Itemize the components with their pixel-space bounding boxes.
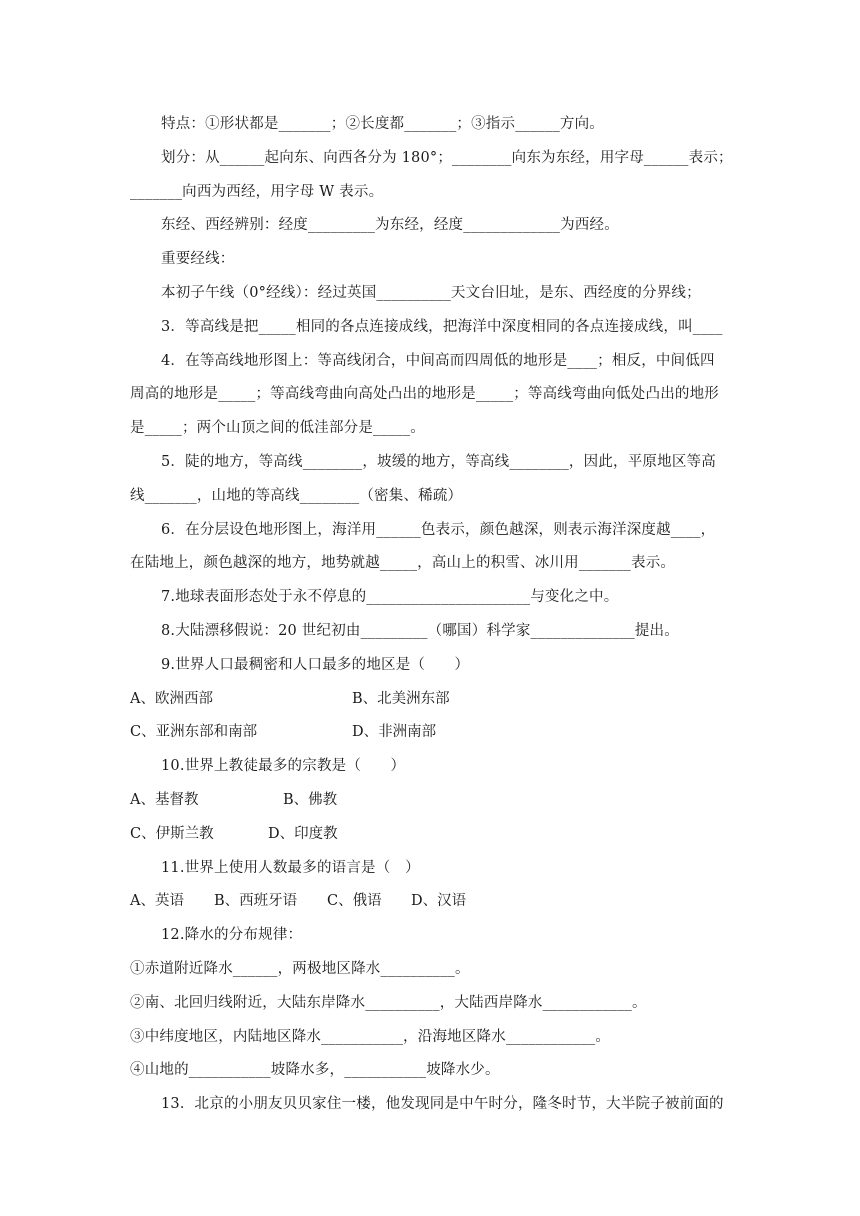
meridian-features-line: 特点：①形状都是_______；②长度都_______；③指示______方向。 <box>161 116 604 132</box>
question-11-option-b: B、西班牙语 <box>214 893 298 910</box>
meridian-division-continued-line: _______向西为西经，用字母 W 表示。 <box>130 183 384 200</box>
question-10-option-c: C、伊斯兰教 <box>130 825 214 842</box>
question-7: 7.地球表面形态处于永不停息的______________________与变化之中。 <box>161 589 619 606</box>
question-8: 8.大陆漂移假说：20 世纪初由_________（哪国）科学家______________提出。 <box>161 622 679 639</box>
prime-meridian-line: 本初子午线（0°经线）：经过英国__________天文台旧址，是东、西经度的分界线； <box>161 284 701 301</box>
question-12-item-1: ①赤道附近降水______，两极地区降水__________。 <box>130 960 470 977</box>
question-10-option-a: A、基督教 <box>130 791 199 808</box>
question-11: 11.世界上使用人数最多的语言是（ ） <box>161 859 420 876</box>
important-meridians-heading: 重要经线： <box>161 251 235 268</box>
question-12-item-4: ④山地的___________坡降水多，___________坡降水少。 <box>130 1062 500 1079</box>
question-9-option-d: D、非洲南部 <box>352 724 437 741</box>
question-9-options-row-1 <box>130 683 740 717</box>
question-6-line-1: 6．在分层设色地形图上，海洋用______色表示，颜色越深，则表示海洋深度越____， <box>161 521 716 538</box>
question-5-line-1: 5．陡的地方，等高线________，坡缓的地方，等高线________，因此，平原地区等高 <box>161 453 716 470</box>
east-west-longitude-line: 东经、西经辨别：经度_________为东经，经度_____________为西经。 <box>161 217 619 234</box>
question-10-option-d: D、印度教 <box>268 825 338 842</box>
question-9-option-b: B、北美洲东部 <box>352 690 450 707</box>
question-11-option-a: A、英语 <box>130 893 184 910</box>
question-12-item-2: ②南、北回归线附近，大陆东岸降水__________，大陆西岸降水____________。 <box>130 994 647 1011</box>
question-10-options-row-2 <box>130 818 740 852</box>
question-4-line-1: 4．在等高线地形图上：等高线闭合，中间高而四周低的地形是____；相反，中间低四 <box>161 352 715 369</box>
question-5-line-2: 线_______，山地的等高线________（密集、稀疏） <box>130 487 463 504</box>
question-12: 12.降水的分布规律： <box>161 927 303 944</box>
question-9-option-a: A、欧洲西部 <box>130 690 213 707</box>
meridian-division-line: 划分：从______起向东、向西各分为 180°；________向东为东经，用字母______表示； <box>161 149 733 166</box>
question-10-options-row-1 <box>130 784 740 818</box>
document-page <box>130 108 740 1122</box>
question-12-item-3: ③中纬度地区，内陆地区降水___________，沿海地区降水____________。 <box>130 1028 611 1045</box>
question-9-options-row-2 <box>130 716 740 750</box>
question-3: 3．等高线是把_____相同的各点连接成线，把海洋中深度相同的各点连接成线，叫____ <box>161 318 723 335</box>
question-6-line-2: 在陆地上，颜色越深的地方，地势就越_____，高山上的积雪、冰川用_______表示。 <box>130 555 676 572</box>
question-11-options-row <box>130 885 740 919</box>
question-10: 10.世界上教徒最多的宗教是（ ） <box>161 758 406 775</box>
question-4-line-3: 是_____；两个山顶之间的低洼部分是_____。 <box>130 420 425 437</box>
question-13-line-1: 13．北京的小朋友贝贝家住一楼，他发现同是中午时分，隆冬时节，大半院子被前面的 <box>161 1096 724 1113</box>
question-4-line-2: 周高的地形是_____；等高线弯曲向高处凸出的地形是_____；等高线弯曲向低处凸出的地形 <box>130 386 719 403</box>
question-9-option-c: C、亚洲东部和南部 <box>130 724 258 741</box>
question-11-option-d: D、汉语 <box>411 893 467 910</box>
question-11-option-c: C、俄语 <box>327 893 382 910</box>
question-9: 9.世界人口最稠密和人口最多的地区是（ ） <box>161 656 470 673</box>
question-10-option-b: B、佛教 <box>283 791 338 808</box>
